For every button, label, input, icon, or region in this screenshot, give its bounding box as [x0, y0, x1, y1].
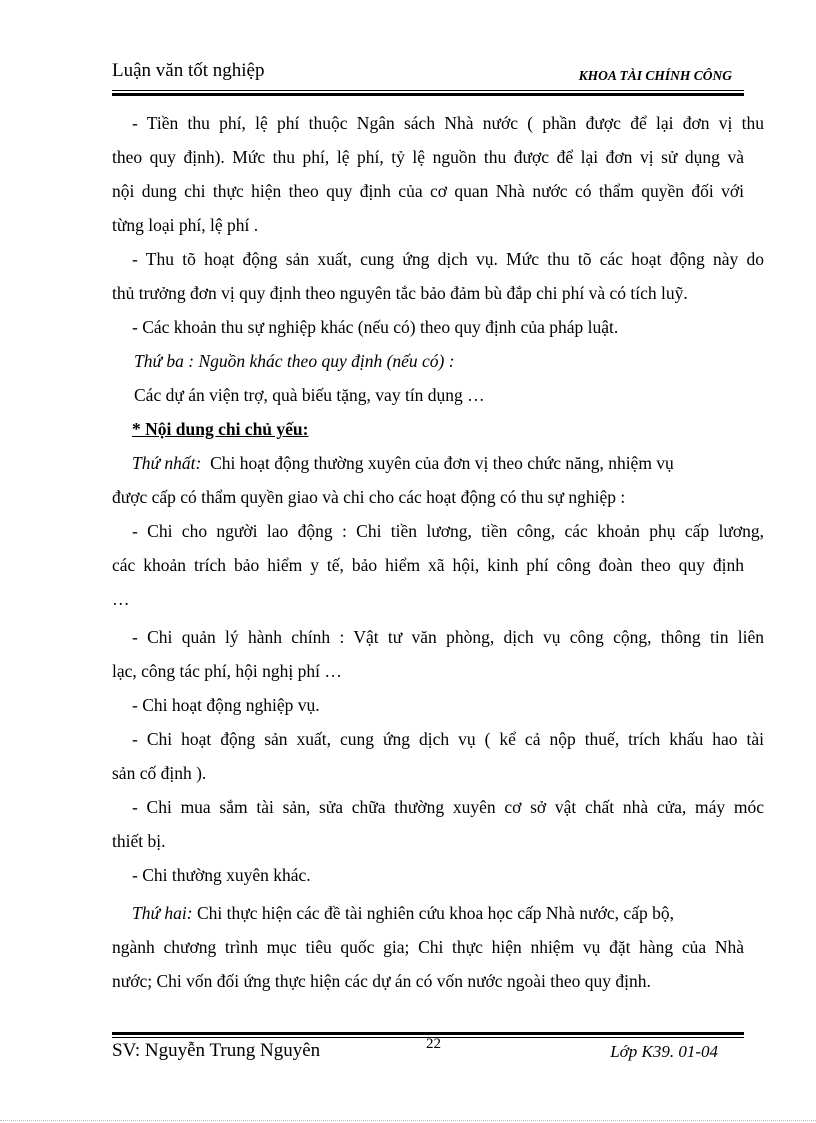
text-line: - Chi quản lý hành chính : Vật tư văn phòng, dịch vụ công cộng, thông tin liên: [132, 627, 764, 647]
section-heading-thu-ba: Thứ ba : Nguồn khác theo quy định (nếu có) :: [134, 351, 455, 371]
footer-rule-thick: [112, 1032, 744, 1035]
student-name: SV: Nguyễn Trung Nguyên: [112, 1040, 321, 1061]
text-line: - Chi thường xuyên khác.: [132, 865, 311, 885]
text-line: - Chi hoạt động sản xuất, cung ứng dịch vụ ( kể cả nộp thuế, trích khấu hao tài: [132, 729, 764, 749]
thesis-title: Luận văn tốt nghiệp: [112, 60, 265, 81]
text-line: từng loại phí, lệ phí .: [112, 215, 259, 235]
header-rule-thin: [112, 90, 744, 91]
text-line: theo quy định). Mức thu phí, lệ phí, tỷ lệ nguồn thu được để lại đơn vị sử dụng và: [112, 147, 744, 167]
text-line: ngành chương trình mục tiêu quốc gia; Chi thực hiện nhiệm vụ đặt hàng của Nhà: [112, 937, 744, 957]
page-header: [112, 60, 744, 90]
text-span: Chi thực hiện các đề tài nghiên cứu khoa học cấp Nhà nước, cấp bộ,: [196, 903, 674, 923]
page-number: 22: [426, 1036, 441, 1052]
text-line: thiết bị.: [112, 831, 166, 851]
text-line: thủ trưởng đơn vị quy định theo nguyên tắc bảo đảm bù đắp chi phí và có tích luỹ.: [112, 283, 688, 303]
text-line: nước; Chi vốn đối ứng thực hiện các dự án có vốn nước ngoài theo quy định.: [112, 971, 651, 991]
text-line: [112, 902, 764, 924]
header-rule-thick: [112, 93, 744, 96]
text-line: được cấp có thẩm quyền giao và chi cho các hoạt động có thu sự nghiệp :: [112, 487, 626, 507]
text-line: - Tiền thu phí, lệ phí thuộc Ngân sách Nhà nước ( phần được để lại đơn vị thu: [132, 113, 764, 133]
class-code: Lớp K39. 01-04: [610, 1042, 718, 1061]
text-line: - Thu tõ hoạt động sản xuất, cung ứng dịch vụ. Mức thu tõ các hoạt động này do: [132, 249, 764, 269]
label-thu-hai: Thứ hai:: [132, 903, 193, 923]
faculty-name: KHOA TÀI CHÍNH CÔNG: [578, 68, 732, 83]
section-heading-noi-dung-chi: * Nội dung chi chủ yếu:: [132, 419, 309, 439]
page-edge-divider: [0, 1120, 816, 1121]
text-line: các khoản trích bảo hiểm y tế, bảo hiểm xã hội, kinh phí công đoàn theo quy định: [112, 555, 744, 575]
text-span: Chi hoạt động thường xuyên của đơn vị theo chức năng, nhiệm vụ: [210, 453, 674, 473]
text-line: - Chi mua sắm tài sản, sửa chữa thường xuyên cơ sở vật chất nhà cửa, máy móc: [132, 797, 764, 817]
text-line: - Chi cho người lao động : Chi tiền lương, tiền công, các khoản phụ cấp lương,: [132, 521, 764, 541]
text-line: lạc, công tác phí, hội nghị phí …: [112, 661, 342, 681]
text-line: - Các khoản thu sự nghiệp khác (nếu có) theo quy định của pháp luật.: [132, 317, 619, 337]
text-line: nội dung chi thực hiện theo quy định của cơ quan Nhà nước có thẩm quyền đối với: [112, 181, 744, 201]
text-line: - Chi hoạt động nghiệp vụ.: [132, 695, 320, 715]
label-thu-nhat: Thứ nhất:: [132, 453, 202, 473]
text-line: sản cố định ).: [112, 763, 207, 783]
text-line: [112, 452, 764, 474]
text-line: Các dự án viện trợ, quà biếu tặng, vay tín dụng …: [134, 385, 485, 405]
text-line: …: [112, 589, 130, 609]
